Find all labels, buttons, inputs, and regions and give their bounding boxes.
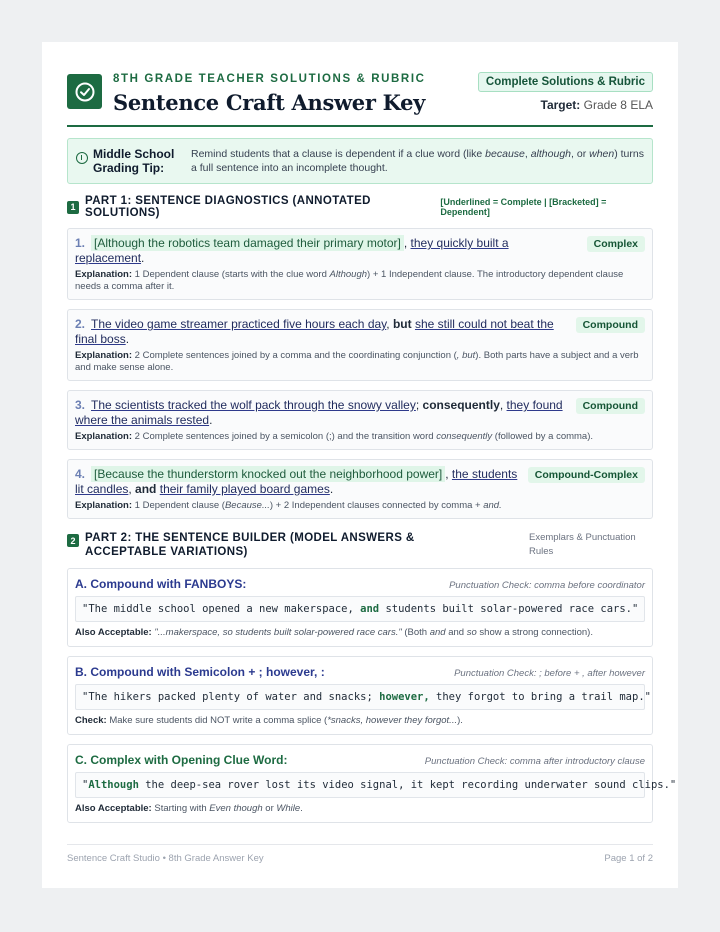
explanation: Explanation: 2 Complete sentences joined by a comma and the coordinating conjunction (, but). Both parts have a subject and a verb and make sense alone.	[75, 350, 639, 373]
dependent-clause: [Although the robotics team damaged their primary motor]	[91, 235, 404, 251]
part2-heading	[67, 531, 653, 559]
part-number: 2	[67, 534, 79, 547]
model-title: B. Compound with Semicolon + ; however, :	[75, 665, 325, 679]
dependent-clause: [Because the thunderstorm knocked out the neighborhood power]	[91, 466, 445, 482]
answer-key-page	[42, 42, 678, 888]
solutions-badge: Complete Solutions & Rubric	[478, 72, 653, 92]
sentence-type-tag: Compound-Complex	[528, 467, 645, 483]
footer-source: Sentence Craft Studio • 8th Grade Answer Key	[67, 853, 264, 864]
model-sentence: "The middle school opened a new makerspace, and students built solar-powered race cars."	[75, 596, 645, 622]
model-sentence: "Although the deep-sea rover lost its video signal, it kept recording underwater sound clips."	[75, 772, 645, 798]
part1-heading	[67, 195, 653, 219]
tip-label: Middle School Grading Tip:	[93, 147, 175, 175]
transition-word: consequently	[422, 398, 500, 412]
explanation: Explanation: 2 Complete sentences joined by a semicolon (;) and the transition word consequently (followed by a comma).	[75, 431, 594, 442]
diagnostic-item: 1. [Although the robotics team damaged their primary motor] , they quickly built a replacement. Complex Explanation: 1 Dependent clause (starts with the clue word Although) + 1 Independent clause. The introductory dependent clause needs a comma after it.	[67, 228, 653, 300]
model-answer-card	[67, 656, 653, 735]
explanation: Explanation: 1 Dependent clause (starts with the clue word Although) + 1 Independent clause. The introductory dependent clause needs a comma after it.	[75, 269, 624, 292]
sentence-type-tag: Compound	[576, 398, 645, 414]
independent-clause: the students lit candles	[75, 467, 518, 496]
brand	[67, 72, 426, 115]
part-number: 1	[67, 201, 79, 214]
sentence-type-tag: Complex	[587, 236, 645, 252]
header-divider	[67, 125, 653, 127]
independent-clause: they quickly built a replacement	[75, 236, 509, 265]
acceptable-note: Also Acceptable: "...makerspace, so students built solar-powered race cars." (Both and and so show a strong connection).	[75, 627, 593, 638]
target-grade: Target: Grade 8 ELA	[540, 98, 653, 112]
model-answer-card	[67, 744, 677, 823]
page-title: Sentence Craft Answer Key	[113, 90, 426, 115]
conjunction: but	[392, 317, 412, 331]
independent-clause: their family played board games	[159, 482, 330, 496]
check-note: Check: Make sure students did NOT write a comma splice (*snacks, however they forgot...).	[75, 715, 463, 726]
independent-clause: she still could not beat the final boss	[75, 317, 554, 346]
model-sentence: "The hikers packed plenty of water and snacks; however, they forgot to bring a trail map."	[75, 684, 645, 710]
sentence-type-tag: Compound	[576, 317, 645, 333]
page-kicker: 8TH GRADE TEACHER SOLUTIONS & RUBRIC	[113, 73, 426, 85]
annotation-legend: [Underlined = Complete | [Bracketed] = Dependent]	[440, 197, 607, 217]
part-subtitle: Exemplars & Punctuation Rules	[529, 532, 636, 557]
model-title: A. Compound with FANBOYS:	[75, 577, 247, 591]
part-title: PART 1: SENTENCE DIAGNOSTICS (ANNOTATED SOLUTIONS)	[85, 195, 371, 219]
grading-tip	[67, 138, 653, 184]
explanation: Explanation: 1 Dependent clause (Because...) + 2 Independent clauses connected by comma + and.	[75, 500, 502, 511]
diagnostic-item: 3. The scientists tracked the wolf pack through the snowy valley; consequently, they found where the animals rested. Compound Explanation: 2 Complete sentences joined by a semicolon (;) and the transition word consequently (followed by a comma).	[67, 390, 653, 450]
page-footer	[67, 844, 653, 864]
punctuation-check: Punctuation Check: comma after introductory clause	[424, 756, 645, 767]
page-number: Page 1 of 2	[604, 853, 653, 864]
part-title: PART 2: THE SENTENCE BUILDER (MODEL ANSWERS & ACCEPTABLE VARIATIONS)	[85, 532, 415, 558]
independent-clause: they found where the animals rested	[75, 398, 563, 427]
punctuation-check: Punctuation Check: comma before coordinator	[449, 580, 645, 591]
page-header	[67, 72, 653, 115]
model-answer-card	[67, 568, 653, 647]
acceptable-note: Also Acceptable: Starting with Even though or While.	[75, 803, 303, 814]
independent-clause: The video game streamer practiced five hours each day	[91, 317, 387, 331]
diagnostic-item: 4. [Because the thunderstorm knocked out the neighborhood power] , the students lit candles, and their family played board games. Compound-Complex Explanation: 1 Dependent clause (Because...) + 2 Independent clauses connected by comma + and.	[67, 459, 653, 519]
model-title: C. Complex with Opening Clue Word:	[75, 753, 288, 767]
diagnostic-item: 2. The video game streamer practiced five hours each day, but she still could not beat the final boss. Compound Explanation: 2 Complete sentences joined by a comma and the coordinating conjunction (, but). Both parts have a subject and a verb and make sense alone.	[67, 309, 653, 381]
check-circle-icon	[67, 74, 102, 109]
independent-clause: The scientists tracked the wolf pack through the snowy valley	[91, 398, 416, 412]
info-icon	[76, 152, 88, 164]
punctuation-check: Punctuation Check: ; before + , after however	[454, 668, 645, 679]
tip-text: Remind students that a clause is dependent if a clue word (like because, although, or when) turns a full sentence into an incomplete thought.	[191, 148, 644, 174]
conjunction: and	[135, 482, 157, 496]
